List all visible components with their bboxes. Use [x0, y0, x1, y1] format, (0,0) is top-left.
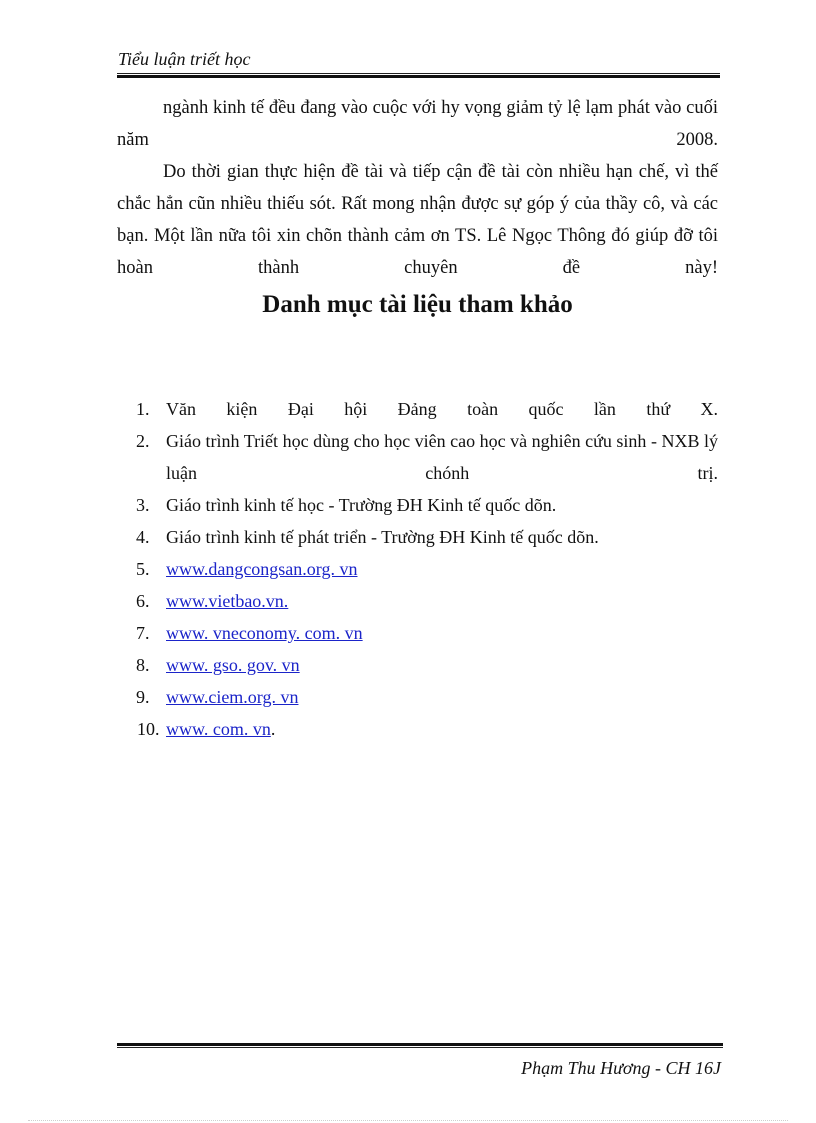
- page-edge-divider: [28, 1120, 788, 1121]
- reference-item: [117, 681, 718, 713]
- footer-rule-thick: [117, 1043, 723, 1046]
- body-text: [117, 92, 718, 284]
- reference-number: 3.: [136, 495, 150, 515]
- reference-item: [117, 649, 718, 681]
- reference-number: 7.: [136, 623, 150, 643]
- reference-item: [117, 585, 718, 617]
- reference-item: [117, 713, 718, 745]
- reference-link-ciem[interactable]: www.ciem.org. vn: [166, 687, 299, 707]
- header-title: Tiểu luận triết học: [118, 49, 251, 69]
- footer-rule-thin: [117, 1047, 723, 1048]
- paragraph-inflation: ngành kinh tế đều đang vào cuộc với hy vọng giảm tỷ lệ lạm phát vào cuối năm 2008.: [117, 98, 718, 150]
- reference-link-vietbao[interactable]: www.vietbao.vn.: [166, 591, 289, 611]
- reference-number: 2.: [136, 431, 150, 451]
- reference-link-com-vn[interactable]: www. com. vn: [166, 719, 271, 739]
- reference-number: 9.: [136, 687, 150, 707]
- paragraph-acknowledgement: Do thời gian thực hiện đề tài và tiếp cận đề tài còn nhiều hạn chế, vì thế chắc hẳn cũn nhiều thiếu sót. Rất mong nhận được sự góp ý của thầy cô, và các bạn. Một lần nữa tôi xin chõn thành cảm ơn TS. Lê Ngọc Thông đó giúp đỡ tôi hoàn thành chuyên đề này!: [117, 162, 718, 278]
- footer-author: Phạm Thu Hương - CH 16J: [521, 1058, 721, 1078]
- reference-item: [117, 425, 718, 489]
- reference-item: [117, 489, 718, 521]
- page-header: [117, 48, 720, 78]
- reference-number: 1.: [136, 399, 150, 419]
- reference-suffix: .: [270, 719, 276, 739]
- header-rule-thin: [117, 73, 720, 74]
- reference-text: Giáo trình kinh tế học - Trường ĐH Kinh tế quốc dõn.: [166, 495, 557, 515]
- header-rule-thick: [117, 75, 720, 78]
- reference-item: [117, 393, 718, 425]
- reference-text: Giáo trình kinh tế phát triển - Trường ĐH Kinh tế quốc dõn.: [166, 527, 599, 547]
- page-footer: [117, 1043, 723, 1079]
- references-heading: Danh mục tài liệu tham khảo: [262, 291, 573, 318]
- reference-number: 10.: [137, 719, 160, 739]
- reference-number: 5.: [136, 559, 150, 579]
- reference-text: Giáo trình Triết học dùng cho học viên cao học và nghiên cứu sinh - NXB lý luận chónh trị.: [166, 431, 718, 483]
- reference-number: 8.: [136, 655, 150, 675]
- reference-number: 6.: [136, 591, 150, 611]
- reference-item: [117, 553, 718, 585]
- reference-link-vneconomy[interactable]: www. vneconomy. com. vn: [166, 623, 363, 643]
- reference-link-gso[interactable]: www. gso. gov. vn: [166, 655, 300, 675]
- references-list: [117, 393, 718, 745]
- reference-link-dangcongsan[interactable]: www.dangcongsan.org. vn: [166, 559, 358, 579]
- reference-item: [117, 617, 718, 649]
- reference-item: [117, 521, 718, 553]
- reference-text: Văn kiện Đại hội Đảng toàn quốc lần thứ X.: [166, 399, 718, 419]
- reference-number: 4.: [136, 527, 150, 547]
